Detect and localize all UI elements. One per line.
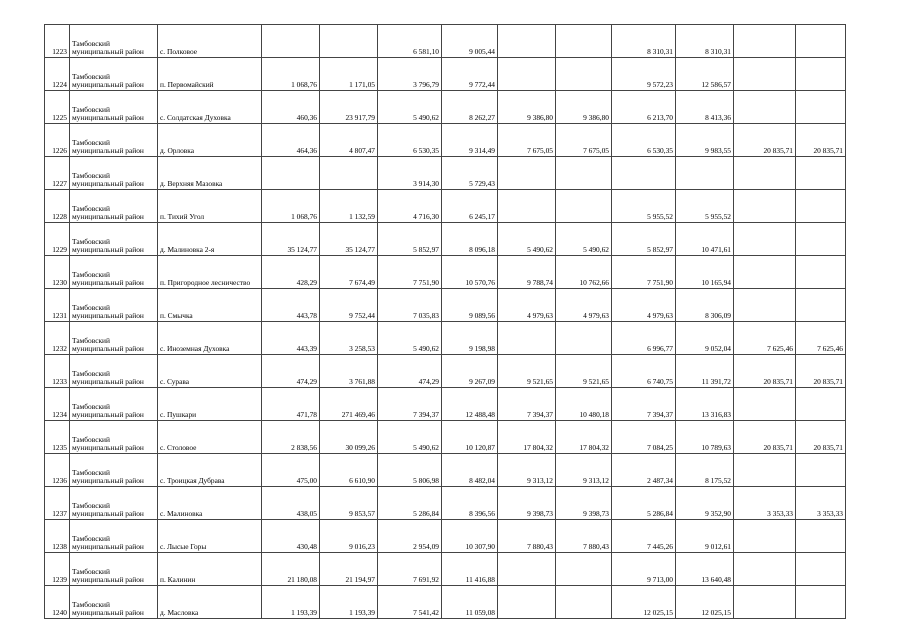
value-cell: 8 175,52 [676, 454, 734, 487]
value-cell: 10 120,87 [442, 421, 498, 454]
value-cell [734, 586, 796, 619]
value-cell [734, 289, 796, 322]
table-row [45, 322, 846, 355]
value-cell: 8 096,18 [442, 223, 498, 256]
value-cell [796, 25, 846, 58]
value-cell: 11 416,88 [442, 553, 498, 586]
value-cell: 12 025,15 [612, 586, 676, 619]
value-cell [734, 58, 796, 91]
district-cell: Тамбовский муниципальный район [70, 58, 158, 91]
value-cell: 5 286,84 [378, 487, 442, 520]
row-number-cell: 1235 [45, 421, 70, 454]
value-cell: 9 398,73 [556, 487, 612, 520]
value-cell: 5 729,43 [442, 157, 498, 190]
row-number-cell: 1223 [45, 25, 70, 58]
value-cell: 10 570,76 [442, 256, 498, 289]
row-number-cell: 1231 [45, 289, 70, 322]
table-row [45, 124, 846, 157]
value-cell: 9 313,12 [556, 454, 612, 487]
value-cell: 9 052,04 [676, 322, 734, 355]
value-cell: 7 751,90 [612, 256, 676, 289]
value-cell [796, 553, 846, 586]
value-cell: 7 625,46 [796, 322, 846, 355]
value-cell: 8 413,36 [676, 91, 734, 124]
value-cell: 9 521,65 [556, 355, 612, 388]
value-cell: 460,36 [262, 91, 320, 124]
value-cell: 10 307,90 [442, 520, 498, 553]
row-number-cell: 1236 [45, 454, 70, 487]
value-cell [796, 388, 846, 421]
table-row [45, 388, 846, 421]
settlement-cell: с. Столовое [158, 421, 262, 454]
row-number-cell: 1238 [45, 520, 70, 553]
value-cell: 13 316,83 [676, 388, 734, 421]
table-row [45, 586, 846, 619]
value-cell: 7 675,05 [556, 124, 612, 157]
value-cell [734, 256, 796, 289]
value-cell: 4 979,63 [612, 289, 676, 322]
value-cell: 7 880,43 [556, 520, 612, 553]
value-cell: 8 306,09 [676, 289, 734, 322]
value-cell: 9 352,90 [676, 487, 734, 520]
value-cell [796, 289, 846, 322]
value-cell: 35 124,77 [262, 223, 320, 256]
value-cell: 9 398,73 [498, 487, 556, 520]
value-cell [796, 58, 846, 91]
table-row [45, 25, 846, 58]
value-cell: 9 572,23 [612, 58, 676, 91]
value-cell [796, 256, 846, 289]
settlement-cell: с. Солдатская Духовка [158, 91, 262, 124]
table-row [45, 223, 846, 256]
value-cell: 9 313,12 [498, 454, 556, 487]
value-cell [734, 223, 796, 256]
value-cell: 8 396,56 [442, 487, 498, 520]
district-cell: Тамбовский муниципальный район [70, 223, 158, 256]
value-cell [734, 520, 796, 553]
table-row [45, 421, 846, 454]
value-cell: 1 132,59 [320, 190, 378, 223]
value-cell: 3 353,33 [734, 487, 796, 520]
district-cell: Тамбовский муниципальный район [70, 322, 158, 355]
value-cell: 3 258,53 [320, 322, 378, 355]
settlement-cell: д. Орловка [158, 124, 262, 157]
value-cell: 8 310,31 [676, 25, 734, 58]
settlement-cell: п. Первомайский [158, 58, 262, 91]
value-cell: 8 262,27 [442, 91, 498, 124]
district-cell: Тамбовский муниципальный район [70, 190, 158, 223]
value-cell [796, 454, 846, 487]
table-row [45, 289, 846, 322]
value-cell: 10 165,94 [676, 256, 734, 289]
value-cell [556, 58, 612, 91]
value-cell: 23 917,79 [320, 91, 378, 124]
settlement-cell: п. Тихий Угол [158, 190, 262, 223]
table-row [45, 487, 846, 520]
value-cell [556, 553, 612, 586]
value-cell: 9 314,49 [442, 124, 498, 157]
value-cell: 1 068,76 [262, 190, 320, 223]
value-cell: 13 640,48 [676, 553, 734, 586]
value-cell: 12 025,15 [676, 586, 734, 619]
value-cell: 21 180,08 [262, 553, 320, 586]
value-cell: 4 979,63 [556, 289, 612, 322]
value-cell [262, 25, 320, 58]
settlement-cell: с. Лысые Горы [158, 520, 262, 553]
table-row [45, 553, 846, 586]
value-cell: 20 835,71 [734, 421, 796, 454]
value-cell: 20 835,71 [734, 124, 796, 157]
value-cell: 20 835,71 [796, 355, 846, 388]
value-cell: 3 796,79 [378, 58, 442, 91]
table-body [45, 25, 846, 619]
district-cell: Тамбовский муниципальный район [70, 421, 158, 454]
district-cell: Тамбовский муниципальный район [70, 256, 158, 289]
value-cell: 4 716,30 [378, 190, 442, 223]
district-cell: Тамбовский муниципальный район [70, 487, 158, 520]
value-cell: 6 581,10 [378, 25, 442, 58]
value-cell: 4 807,47 [320, 124, 378, 157]
value-cell: 7 035,83 [378, 289, 442, 322]
value-cell [556, 157, 612, 190]
value-cell [734, 25, 796, 58]
value-cell: 428,29 [262, 256, 320, 289]
value-cell [498, 25, 556, 58]
value-cell: 12 488,48 [442, 388, 498, 421]
district-cell: Тамбовский муниципальный район [70, 157, 158, 190]
settlement-cell: с. Сурава [158, 355, 262, 388]
value-cell [556, 190, 612, 223]
table-row [45, 256, 846, 289]
value-cell: 475,00 [262, 454, 320, 487]
district-cell: Тамбовский муниципальный район [70, 520, 158, 553]
value-cell: 21 194,97 [320, 553, 378, 586]
value-cell [498, 586, 556, 619]
value-cell [796, 223, 846, 256]
value-cell: 8 310,31 [612, 25, 676, 58]
row-number-cell: 1237 [45, 487, 70, 520]
table-row [45, 355, 846, 388]
row-number-cell: 1239 [45, 553, 70, 586]
value-cell: 20 835,71 [796, 124, 846, 157]
district-cell: Тамбовский муниципальный район [70, 553, 158, 586]
value-cell: 30 099,26 [320, 421, 378, 454]
table-row [45, 58, 846, 91]
value-cell: 35 124,77 [320, 223, 378, 256]
value-cell: 271 469,46 [320, 388, 378, 421]
settlement-cell: п. Смычка [158, 289, 262, 322]
value-cell: 7 674,49 [320, 256, 378, 289]
value-cell: 11 391,72 [676, 355, 734, 388]
value-cell [556, 25, 612, 58]
value-cell: 430,48 [262, 520, 320, 553]
value-cell: 7 751,90 [378, 256, 442, 289]
value-cell [676, 157, 734, 190]
value-cell: 9 983,55 [676, 124, 734, 157]
settlement-cell: с. Троицкая Дубрава [158, 454, 262, 487]
value-cell: 471,78 [262, 388, 320, 421]
value-cell: 5 286,84 [612, 487, 676, 520]
settlement-cell: п. Калинин [158, 553, 262, 586]
value-cell: 8 482,04 [442, 454, 498, 487]
value-cell: 7 541,42 [378, 586, 442, 619]
tariff-table [44, 24, 846, 619]
value-cell: 20 835,71 [734, 355, 796, 388]
value-cell: 1 068,76 [262, 58, 320, 91]
value-cell: 11 059,08 [442, 586, 498, 619]
value-cell: 5 852,97 [612, 223, 676, 256]
value-cell: 2 954,09 [378, 520, 442, 553]
value-cell: 9 521,65 [498, 355, 556, 388]
value-cell: 9 386,80 [556, 91, 612, 124]
value-cell: 6 740,75 [612, 355, 676, 388]
value-cell: 1 193,39 [320, 586, 378, 619]
value-cell: 17 804,32 [498, 421, 556, 454]
value-cell: 5 490,62 [378, 322, 442, 355]
value-cell: 9 198,98 [442, 322, 498, 355]
value-cell: 3 914,30 [378, 157, 442, 190]
value-cell: 9 016,23 [320, 520, 378, 553]
row-number-cell: 1226 [45, 124, 70, 157]
value-cell: 20 835,71 [796, 421, 846, 454]
value-cell: 10 762,66 [556, 256, 612, 289]
settlement-cell: п. Пригородное лесничество [158, 256, 262, 289]
district-cell: Тамбовский муниципальный район [70, 289, 158, 322]
district-cell: Тамбовский муниципальный район [70, 124, 158, 157]
value-cell: 9 752,44 [320, 289, 378, 322]
value-cell: 9 772,44 [442, 58, 498, 91]
row-number-cell: 1225 [45, 91, 70, 124]
value-cell: 6 245,17 [442, 190, 498, 223]
value-cell [320, 25, 378, 58]
value-cell: 7 675,05 [498, 124, 556, 157]
settlement-cell: с. Иноземная Духовка [158, 322, 262, 355]
value-cell: 12 586,57 [676, 58, 734, 91]
settlement-cell: д. Верхняя Мазовка [158, 157, 262, 190]
value-cell: 9 005,44 [442, 25, 498, 58]
value-cell: 5 490,62 [556, 223, 612, 256]
value-cell [796, 157, 846, 190]
value-cell [498, 157, 556, 190]
row-number-cell: 1233 [45, 355, 70, 388]
settlement-cell: с. Полковое [158, 25, 262, 58]
value-cell: 17 804,32 [556, 421, 612, 454]
value-cell: 4 979,63 [498, 289, 556, 322]
table-row [45, 520, 846, 553]
value-cell: 5 955,52 [612, 190, 676, 223]
table-row [45, 454, 846, 487]
value-cell: 7 394,37 [378, 388, 442, 421]
value-cell: 9 713,00 [612, 553, 676, 586]
value-cell: 7 394,37 [498, 388, 556, 421]
value-cell: 7 625,46 [734, 322, 796, 355]
value-cell: 6 996,77 [612, 322, 676, 355]
value-cell [796, 190, 846, 223]
row-number-cell: 1224 [45, 58, 70, 91]
settlement-cell: д. Малиновка 2-я [158, 223, 262, 256]
value-cell [734, 454, 796, 487]
row-number-cell: 1227 [45, 157, 70, 190]
value-cell: 474,29 [378, 355, 442, 388]
value-cell [612, 157, 676, 190]
value-cell: 3 761,88 [320, 355, 378, 388]
settlement-cell: с. Малиновка [158, 487, 262, 520]
row-number-cell: 1228 [45, 190, 70, 223]
value-cell: 5 490,62 [378, 421, 442, 454]
district-cell: Тамбовский муниципальный район [70, 454, 158, 487]
value-cell: 5 806,98 [378, 454, 442, 487]
value-cell [734, 388, 796, 421]
value-cell [796, 586, 846, 619]
value-cell [498, 58, 556, 91]
value-cell: 443,78 [262, 289, 320, 322]
table-row [45, 157, 846, 190]
value-cell: 1 193,39 [262, 586, 320, 619]
row-number-cell: 1240 [45, 586, 70, 619]
value-cell: 10 471,61 [676, 223, 734, 256]
row-number-cell: 1232 [45, 322, 70, 355]
value-cell: 9 386,80 [498, 91, 556, 124]
value-cell: 6 213,70 [612, 91, 676, 124]
value-cell: 7 394,37 [612, 388, 676, 421]
value-cell: 464,36 [262, 124, 320, 157]
district-cell: Тамбовский муниципальный район [70, 388, 158, 421]
value-cell: 5 490,62 [378, 91, 442, 124]
value-cell: 474,29 [262, 355, 320, 388]
value-cell [734, 157, 796, 190]
settlement-cell: с. Пушкари [158, 388, 262, 421]
value-cell [796, 520, 846, 553]
value-cell: 5 852,97 [378, 223, 442, 256]
value-cell: 1 171,05 [320, 58, 378, 91]
value-cell [734, 91, 796, 124]
value-cell: 9 089,56 [442, 289, 498, 322]
table-row [45, 91, 846, 124]
value-cell [796, 91, 846, 124]
value-cell: 2 487,34 [612, 454, 676, 487]
value-cell: 9 788,74 [498, 256, 556, 289]
value-cell [320, 157, 378, 190]
value-cell [262, 157, 320, 190]
value-cell [498, 322, 556, 355]
value-cell: 10 789,63 [676, 421, 734, 454]
value-cell: 5 955,52 [676, 190, 734, 223]
value-cell: 7 084,25 [612, 421, 676, 454]
value-cell: 6 610,90 [320, 454, 378, 487]
value-cell [556, 586, 612, 619]
row-number-cell: 1234 [45, 388, 70, 421]
district-cell: Тамбовский муниципальный район [70, 25, 158, 58]
value-cell: 2 838,56 [262, 421, 320, 454]
district-cell: Тамбовский муниципальный район [70, 355, 158, 388]
value-cell: 3 353,33 [796, 487, 846, 520]
value-cell: 9 267,09 [442, 355, 498, 388]
value-cell: 10 480,18 [556, 388, 612, 421]
value-cell [734, 553, 796, 586]
value-cell: 443,39 [262, 322, 320, 355]
value-cell [556, 322, 612, 355]
row-number-cell: 1229 [45, 223, 70, 256]
value-cell: 438,05 [262, 487, 320, 520]
value-cell: 6 530,35 [378, 124, 442, 157]
value-cell [498, 553, 556, 586]
value-cell: 9 853,57 [320, 487, 378, 520]
district-cell: Тамбовский муниципальный район [70, 91, 158, 124]
value-cell: 9 012,61 [676, 520, 734, 553]
row-number-cell: 1230 [45, 256, 70, 289]
settlement-cell: д. Масловка [158, 586, 262, 619]
table-row [45, 190, 846, 223]
district-cell: Тамбовский муниципальный район [70, 586, 158, 619]
value-cell: 7 880,43 [498, 520, 556, 553]
value-cell: 7 691,92 [378, 553, 442, 586]
value-cell: 5 490,62 [498, 223, 556, 256]
value-cell [498, 190, 556, 223]
value-cell [734, 190, 796, 223]
value-cell: 6 530,35 [612, 124, 676, 157]
value-cell: 7 445,26 [612, 520, 676, 553]
